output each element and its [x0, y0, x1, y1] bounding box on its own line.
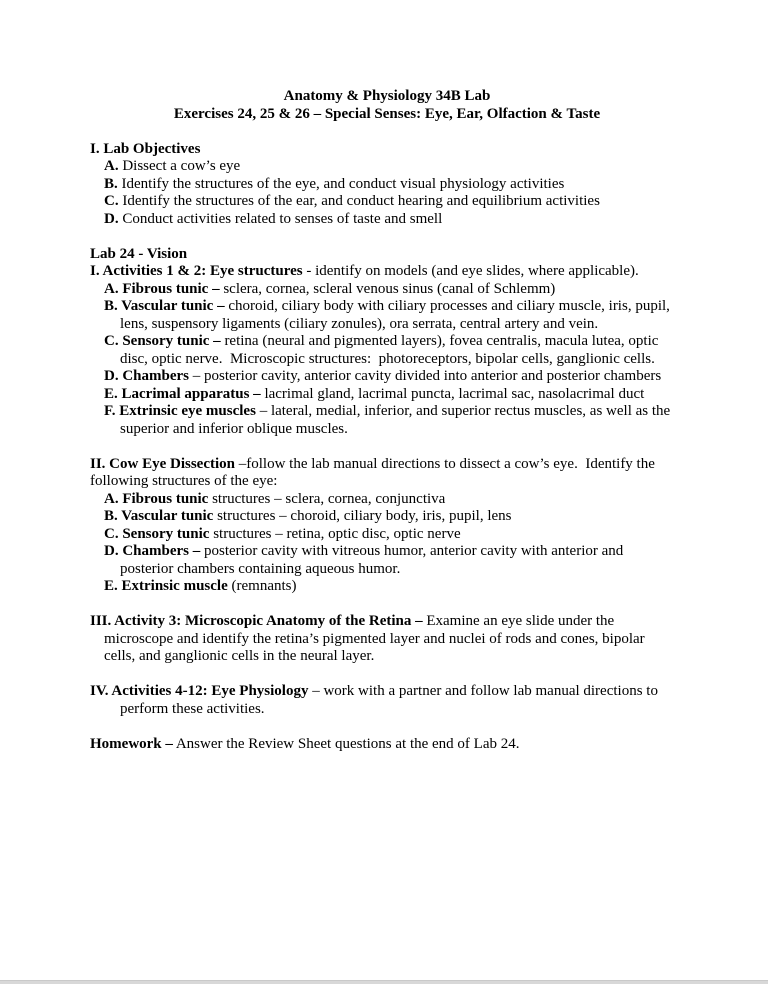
body-text-run: retina (neural and pigmented layers), fovea centralis, macula lutea, optic: [220, 333, 659, 349]
bold-text-run: B. Vascular tunic –: [104, 298, 225, 314]
bold-text-run: E. Extrinsic muscle: [104, 578, 228, 594]
bold-text-run: F. Extrinsic eye muscles: [104, 403, 256, 419]
body-text-run: choroid, ciliary body with ciliary processes and ciliary muscle, iris, pupil,: [224, 298, 670, 314]
document-title-line: [90, 88, 684, 106]
body-text-run: Identify the structures of the eye, and conduct visual physiology activities: [117, 175, 565, 192]
body-text-run: Identify the structures of the ear, and conduct hearing and equilibrium activities: [118, 193, 600, 209]
continuation-line: [90, 561, 684, 579]
list-item: [90, 281, 684, 299]
body-text-run: structures – sclera, cornea, conjunctiva: [208, 490, 446, 507]
bold-text-run: Anatomy & Physiology 34B Lab: [283, 88, 491, 104]
bold-text-run: Lab 24 - Vision: [90, 245, 188, 262]
body-text-run: (remnants): [227, 578, 297, 594]
body-text-run: Dissect a cow’s eye: [118, 158, 241, 174]
list-item: [90, 403, 684, 421]
list-item: [90, 543, 684, 561]
body-text-run: lacrimal gland, lacrimal puncta, lacrimal sac, nasolacrimal duct: [260, 385, 645, 402]
bold-text-run: A. Fibrous tunic: [104, 490, 209, 507]
body-text-run: posterior cavity with vitreous humor, anterior cavity with anterior and: [200, 543, 624, 559]
bold-text-run: II. Cow Eye Dissection: [90, 455, 235, 472]
list-item: [90, 193, 684, 211]
body-text-run: disc, optic nerve. Microscopic structures: photoreceptors, bipolar cells, ganglionic cells.: [120, 350, 655, 367]
body-text-run: structures – choroid, ciliary body, iris, pupil, lens: [213, 508, 512, 524]
bold-text-run: IV. Activities 4-12: Eye Physiology: [90, 683, 309, 699]
bold-text-run: I. Activities 1 & 2: Eye structures: [90, 263, 303, 279]
list-item: [90, 211, 684, 229]
body-text-run: cells, and ganglionic cells in the neural layer.: [104, 648, 375, 664]
body-text-run: – posterior cavity, anterior cavity divided into anterior and posterior chambers: [189, 368, 662, 384]
section-heading: [90, 263, 684, 281]
body-text-run: –follow the lab manual directions to dissect a cow’s eye. Identify the: [235, 455, 655, 472]
list-item: [90, 386, 684, 404]
paragraph-line: [90, 736, 684, 754]
blank-line: [90, 718, 684, 736]
body-text-run: microscope and identify the retina’s pigmented layer and nuclei of rods and cones, bipolar: [104, 630, 645, 647]
body-text-run: following structures of the eye:: [90, 473, 278, 489]
body-text-run: structures – retina, optic disc, optic nerve: [209, 525, 461, 542]
body-text-run: perform these activities.: [120, 700, 265, 717]
list-item: [90, 526, 684, 544]
list-item: [90, 491, 684, 509]
blank-line: [90, 228, 684, 246]
body-text-run: superior and inferior oblique muscles.: [120, 420, 348, 437]
continuation-line: [90, 648, 684, 666]
section-heading: [90, 246, 684, 264]
section-heading: [90, 613, 684, 631]
list-item: [90, 578, 684, 596]
continuation-line: [90, 351, 684, 369]
bold-text-run: B.: [104, 175, 118, 192]
body-text-run: – work with a partner and follow lab manual directions to: [308, 683, 658, 699]
blank-line: [90, 438, 684, 456]
body-text-run: - identify on models (and eye slides, where applicable).: [302, 263, 639, 279]
list-item: [90, 508, 684, 526]
document-title-line: [90, 106, 684, 124]
list-item: [90, 368, 684, 386]
section-heading: [90, 683, 684, 701]
bold-text-run: Homework –: [90, 735, 173, 752]
list-item: [90, 333, 684, 351]
body-text-run: lens, suspensory ligaments (ciliary zonules), ora serrata, central artery and vein.: [120, 315, 599, 332]
list-item: [90, 158, 684, 176]
bold-text-run: A.: [104, 158, 119, 174]
body-text-run: posterior chambers containing aqueous humor.: [120, 560, 401, 577]
bold-text-run: A. Fibrous tunic –: [104, 280, 220, 297]
bold-text-run: D. Chambers –: [104, 543, 201, 559]
continuation-line: [90, 631, 684, 649]
bold-text-run: C.: [104, 193, 119, 209]
section-heading: [90, 456, 684, 474]
body-text-run: sclera, cornea, scleral venous sinus (canal of Schlemm): [219, 280, 556, 297]
list-item: [90, 176, 684, 194]
bold-text-run: E. Lacrimal apparatus –: [104, 385, 261, 402]
bold-text-run: C. Sensory tunic: [104, 525, 210, 542]
bold-text-run: III. Activity 3: Microscopic Anatomy of the Retina –: [90, 613, 423, 629]
continuation-line: [90, 421, 684, 439]
bold-text-run: I. Lab Objectives: [90, 140, 201, 157]
continuation-line: [90, 701, 684, 719]
bold-text-run: C. Sensory tunic –: [104, 333, 221, 349]
blank-line: [90, 666, 684, 684]
continuation-line: [90, 316, 684, 334]
body-text-run: Answer the Review Sheet questions at the end of Lab 24.: [172, 735, 520, 752]
body-text-run: Conduct activities related to senses of taste and smell: [118, 210, 443, 227]
bold-text-run: B. Vascular tunic: [104, 508, 214, 524]
continuation-line: [90, 473, 684, 491]
blank-line: [90, 596, 684, 614]
list-item: [90, 298, 684, 316]
bold-text-run: D.: [104, 210, 119, 227]
body-text-run: – lateral, medial, inferior, and superior rectus muscles, as well as the: [255, 403, 671, 419]
page-break-divider: [0, 980, 768, 984]
section-heading: [90, 141, 684, 159]
bold-text-run: D. Chambers: [104, 368, 189, 384]
body-text-run: Examine an eye slide under the: [422, 613, 615, 629]
bold-text-run: Exercises 24, 25 & 26 – Special Senses: Eye, Ear, Olfaction & Taste: [173, 105, 601, 122]
blank-line: [90, 123, 684, 141]
